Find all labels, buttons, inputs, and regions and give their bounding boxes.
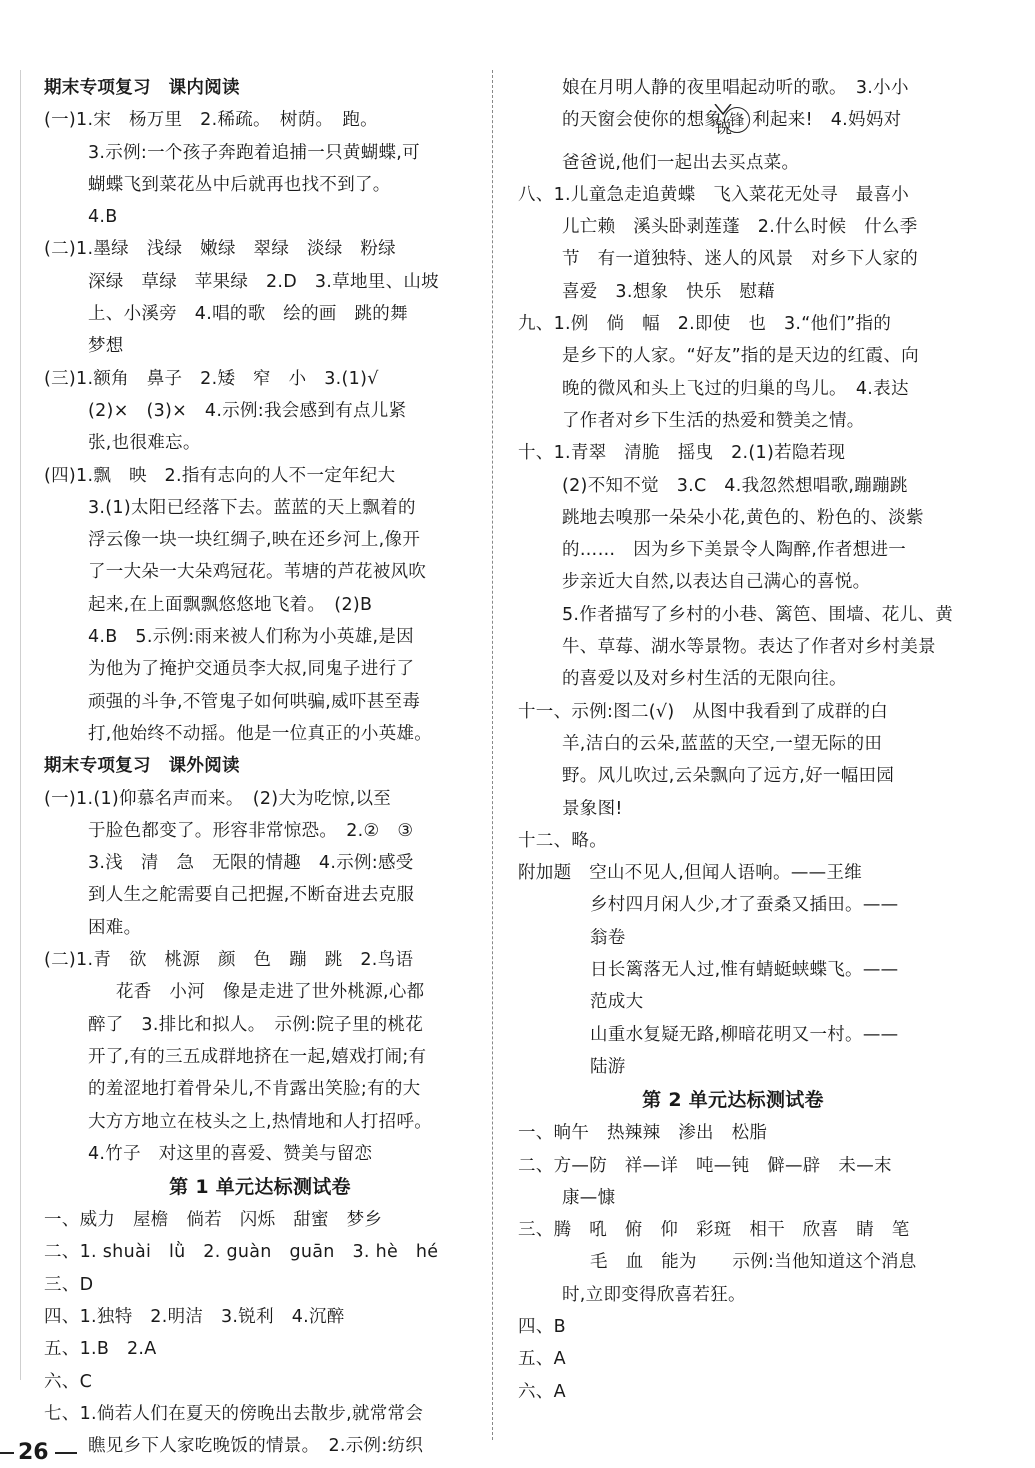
text-line: 羊,洁白的云朵,蓝蓝的天空,一望无际的田	[562, 733, 883, 754]
text-line: 翁卷	[590, 927, 626, 948]
text-line: 儿亡赖 溪头卧剥莲蓬 2.什么时候 什么季	[562, 217, 918, 238]
text-line: 陆游	[590, 1056, 626, 1077]
text-line: 娘在月明人静的夜里唱起动听的歌。 3.小小	[562, 78, 909, 98]
text-line: (三)1.额角 鼻子 2.矮 窄 小 3.(1)√	[44, 368, 379, 389]
text-line: (2)× (3)× 4.示例:我会感到有点儿紧	[88, 400, 407, 421]
text-line: 步亲近大自然,以表达自己满心的喜悦。	[562, 572, 871, 593]
text-line: 八、1.儿童急走追黄蝶 飞入菜花无处寻 最喜小	[518, 184, 910, 205]
text-line: 跳地去嗅那一朵朵小花,黄色的、粉色的、淡紫	[562, 507, 924, 528]
text-line: 牛、草莓、湖水等景物。表达了作者对乡村美景	[562, 637, 936, 658]
text-line: 4.竹子 对这里的喜爱、赞美与留恋	[88, 1143, 373, 1164]
text-line: 梦想	[88, 336, 124, 357]
text-line: 山重水复疑无路,柳暗花明又一村。——	[590, 1024, 899, 1045]
text-line: 醉了 3.排比和拟人。 示例:院子里的桃花	[88, 1014, 424, 1035]
text-line: 景象图!	[562, 798, 623, 819]
text-line: 是乡下的人家。“好友”指的是天边的红霞、向	[562, 346, 919, 367]
text-line: 打,他始终不动摇。他是一位真正的小英雄。	[88, 723, 433, 744]
text-line: 3.示例:一个孩子奔跑着追捕一只黄蝴蝶,可	[88, 142, 420, 163]
text-line: 于脸色都变了。形容非常惊恐。 2.② ③	[88, 820, 414, 841]
text-line: 爸爸说,他们一起出去买点菜。	[562, 152, 800, 173]
text-line: (二)1.青 欲 桃源 颜 色 蹦 跳 2.鸟语	[44, 950, 414, 971]
page-footer	[0, 1440, 77, 1468]
section-heading: 期末专项复习 课内阅读	[44, 78, 240, 98]
text-line: 了作者对乡下生活的热爱和赞美之情。	[562, 410, 865, 431]
text-line: 十、1.青翠 清脆 摇曳 2.(1)若隐若现	[518, 443, 846, 464]
text-line: 花香 小河 像是走进了世外桃源,心都	[116, 982, 425, 1003]
text-line: 的喜爱以及对乡村生活的无限向往。	[562, 669, 847, 690]
binding-edge-line	[20, 70, 21, 1380]
text-line: 3.浅 清 急 无限的情趣 4.示例:感受	[88, 853, 414, 874]
text-line: 七、1.倘若人们在夏天的傍晚出去散步,就常常会	[44, 1403, 424, 1424]
right-column	[518, 72, 954, 1408]
text-line: 范成大	[590, 992, 644, 1013]
text-line: 深绿 草绿 苹果绿 2.D 3.草地里、山坡	[88, 271, 439, 292]
text-line: 困难。	[88, 917, 142, 938]
section-title: 第 1 单元达标测试卷	[169, 1176, 351, 1199]
text-line: 五、A	[518, 1349, 566, 1370]
text-line: 十二、略。	[518, 830, 607, 851]
text-line: 顽强的斗争,不管鬼子如何哄骗,威吓甚至毒	[88, 691, 421, 712]
text-line: 上、小溪旁 4.唱的歌 绘的画 跳的舞	[88, 304, 408, 325]
text-line: 三、D	[44, 1274, 94, 1295]
text-line: 浮云像一块一块红绸子,映在还乡河上,像开	[88, 530, 421, 551]
text-line: 九、1.例 倘 幅 2.即使 也 3.“他们”指的	[518, 314, 892, 335]
text-line: 附加题 空山不见人,但闻人语响。——王维	[518, 863, 863, 884]
text-line: 乡村四月闲人少,才了蚕桑又插田。——	[590, 895, 899, 916]
text-line: 张,也很难忘。	[88, 433, 201, 454]
circled-character: 锋	[724, 107, 750, 133]
section-title: 第 2 单元达标测试卷	[642, 1089, 824, 1112]
text-line: 三、腾 吼 俯 仰 彩斑 相干 欣喜 睛 笔	[518, 1220, 910, 1241]
text-line: 二、1. shuài lǜ 2. guàn guān 3. hè hé	[44, 1242, 439, 1263]
text-line: 了一大朵一大朵鸡冠花。苇塘的芦花被风吹	[88, 562, 427, 583]
text-line: 开了,有的三五成群地挤在一起,嬉戏打闹;有	[88, 1046, 427, 1067]
text-line: 的…… 因为乡下美景令人陶醉,作者想进一	[562, 540, 907, 561]
text-line: 大方方地立在枝头之上,热情地和人打招呼。	[88, 1111, 433, 1132]
text-line: 晚的微风和头上飞过的归巢的鸟儿。 4.表达	[562, 378, 909, 399]
text-line: 时,立即变得欣喜若狂。	[562, 1284, 746, 1305]
text-line: 5.作者描写了乡村的小巷、篱笆、围墙、花儿、黄	[562, 604, 954, 625]
text-line: (二)1.墨绿 浅绿 嫩绿 翠绿 淡绿 粉绿	[44, 239, 396, 260]
text-segment: 的天窗会使你的想象	[562, 110, 723, 131]
text-line: 节 有一道独特、迷人的风景 对乡下人家的	[562, 249, 918, 270]
text-line: 起来,在上面飘飘悠悠地飞着。 (2)B	[88, 594, 373, 615]
text-line: 二、方—防 祥—详 吨—钝 僻—辟 未—末	[518, 1155, 892, 1176]
text-line: 蝴蝶飞到菜花丛中后就再也找不到了。	[88, 174, 391, 195]
text-line: 野。风儿吹过,云朵飘向了远方,好一幅田园	[562, 766, 895, 787]
text-line: 一、威力 屋檐 倘若 闪烁 甜蜜 梦乡	[44, 1210, 383, 1231]
text-line: 4.B 5.示例:雨来被人们称为小英雄,是因	[88, 627, 414, 648]
text-line: 喜爱 3.想象 快乐 慰藉	[562, 281, 776, 302]
correction-character: 锐	[715, 118, 733, 139]
text-line: 康—慷	[562, 1187, 616, 1208]
text-segment: 利起来! 4.妈妈对	[752, 110, 902, 131]
text-line: (四)1.飘 映 2.指有志向的人不一定年纪大	[44, 465, 396, 486]
text-line: (2)不知不觉 3.C 4.我忽然想唱歌,蹦蹦跳	[562, 475, 908, 496]
correction-mark	[693, 104, 753, 139]
text-line: 到人生之舵需要自己把握,不断奋进去克服	[88, 885, 415, 906]
text-line: 4.B	[88, 207, 118, 228]
text-line: (一)1.宋 杨万里 2.稀疏。 树荫。 跑。	[44, 110, 378, 131]
text-line: 瞧见乡下人家吃晚饭的情景。 2.示例:纺织	[88, 1436, 424, 1457]
text-line: 四、B	[518, 1316, 566, 1337]
text-line: 五、1.B 2.A	[44, 1339, 157, 1360]
text-line: 的羞涩地打着骨朵儿,不肯露出笑脸;有的大	[88, 1079, 421, 1100]
text-line: 六、C	[44, 1371, 93, 1392]
text-line: 为他为了掩护交通员李大叔,同鬼子进行了	[88, 659, 415, 680]
page-number: 26	[18, 1440, 49, 1465]
section-heading: 期末专项复习 课外阅读	[44, 756, 240, 777]
text-line: (一)1.(1)仰慕名声而来。 (2)大为吃惊,以至	[44, 788, 392, 809]
left-column	[44, 72, 476, 1462]
text-line: 日长篱落无人过,惟有蜻蜓蛱蝶飞。——	[590, 960, 899, 981]
column-divider	[492, 70, 493, 1440]
correction-line	[518, 104, 948, 139]
right-column-lines	[518, 147, 954, 1408]
text-line: 十一、示例:图二(√) 从图中我看到了成群的白	[518, 701, 889, 722]
text-line: 一、晌午 热辣辣 渗出 松脂	[518, 1123, 768, 1144]
text-line: 3.(1)太阳已经落下去。蓝蓝的天上飘着的	[88, 497, 416, 518]
text-line: 毛 血 能为 示例:当他知道这个消息	[590, 1252, 917, 1273]
text-line: 六、A	[518, 1381, 566, 1402]
text-line: 四、1.独特 2.明洁 3.锐利 4.沉醉	[44, 1306, 345, 1327]
